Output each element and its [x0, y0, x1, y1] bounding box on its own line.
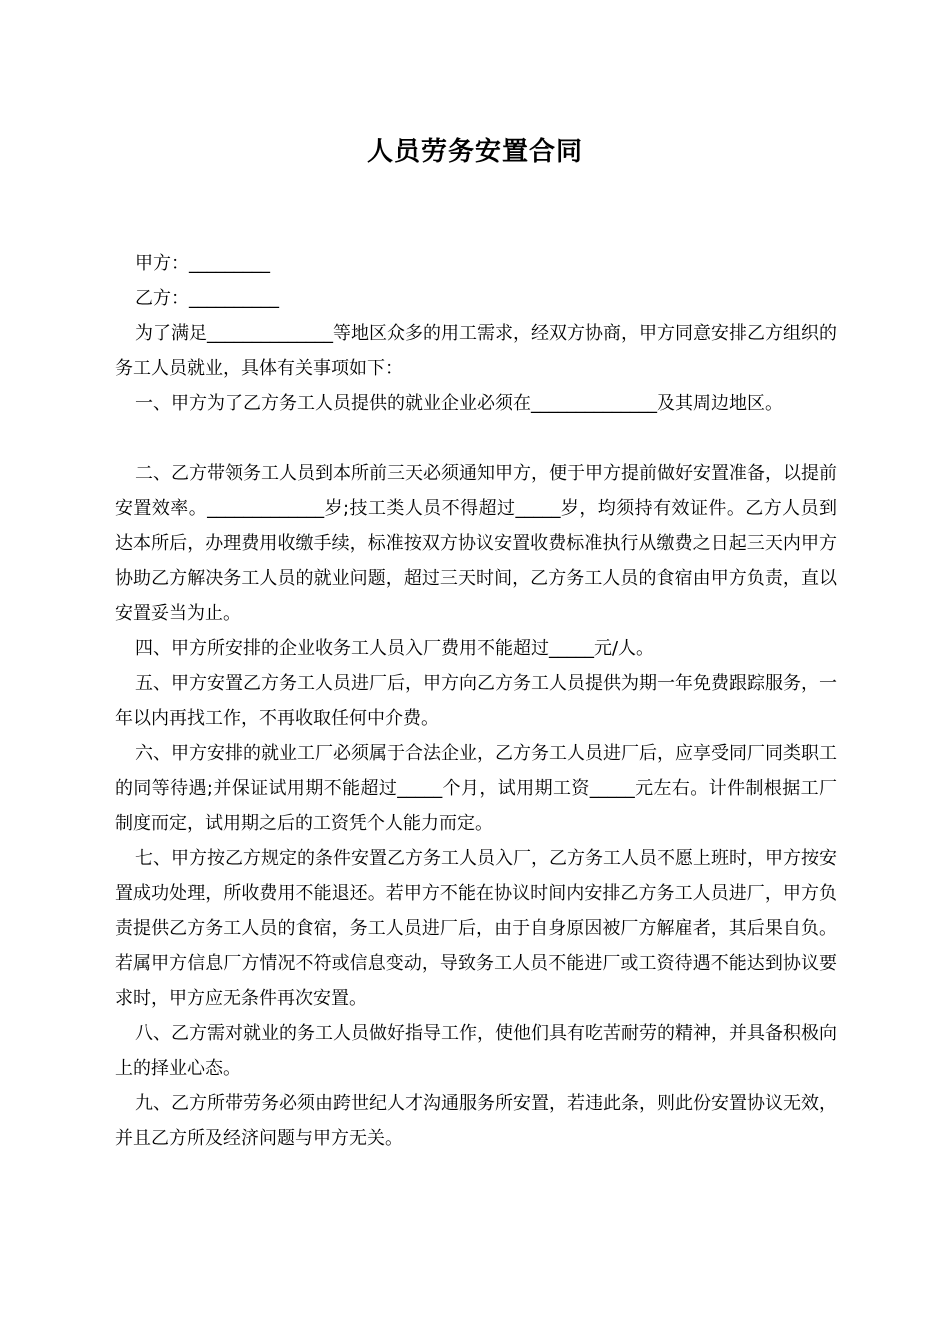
- clause-5: 五、甲方安置乙方务工人员进厂后，甲方向乙方务工人员提供为期一年免费跟踪服务，一年以内再找工作，不再收取任何中介费。: [115, 673, 837, 729]
- intro-paragraph: 为了满足______________等地区众多的用工需求，经双方协商，甲方同意安排乙方组织的务工人员就业，具体有关事项如下：: [115, 323, 837, 379]
- party-a-line: 甲方：_________: [135, 253, 270, 274]
- clause-4: 四、甲方所安排的企业收务工人员入厂费用不能超过_____元/人。: [135, 638, 655, 659]
- clause-1: 一、甲方为了乙方务工人员提供的就业企业必须在______________及其周边地区。: [135, 393, 783, 414]
- clause-6: 六、甲方安排的就业工厂必须属于合法企业，乙方务工人员进厂后，应享受同厂同类职工的同等待遇;并保证试用期不能超过_____个月，试用期工资_____元左右。计件制根据工厂制度而定，试用期之后的工资凭个人能力而定。: [115, 743, 837, 834]
- clause-2: 二、乙方带领务工人员到本所前三天必须通知甲方，便于甲方提前做好安置准备，以提前安置效率。_____________岁;技工类人员不得超过_____岁，均须持有效证件。乙方人员到达本所后，办理费用收缴手续，标准按双方协议安置收费标准执行从缴费之日起三天内甲方协助乙方解决务工人员的就业问题，超过三天时间，乙方务工人员的食宿由甲方负责，直以安置妥当为止。: [115, 463, 837, 624]
- party-b-line: 乙方：__________: [135, 288, 279, 309]
- clause-9: 九、乙方所带劳务必须由跨世纪人才沟通服务所安置，若违此条，则此份安置协议无效，并且乙方所及经济问题与甲方无关。: [115, 1093, 837, 1149]
- document-body: [115, 246, 837, 1156]
- clause-8: 八、乙方需对就业的务工人员做好指导工作，使他们具有吃苦耐劳的精神，并具备积极向上的择业心态。: [115, 1023, 837, 1079]
- clause-7: 七、甲方按乙方规定的条件安置乙方务工人员入厂，乙方务工人员不愿上班时，甲方按安置成功处理，所收费用不能退还。若甲方不能在协议时间内安排乙方务工人员进厂，甲方负责提供乙方务工人员的食宿，务工人员进厂后，由于自身原因被厂方解雇者，其后果自负。若属甲方信息厂方情况不符或信息变动，导致务工人员不能进厂或工资待遇不能达到协议要求时，甲方应无条件再次安置。: [115, 848, 837, 1009]
- document-title: 人员劳务安置合同: [366, 137, 583, 167]
